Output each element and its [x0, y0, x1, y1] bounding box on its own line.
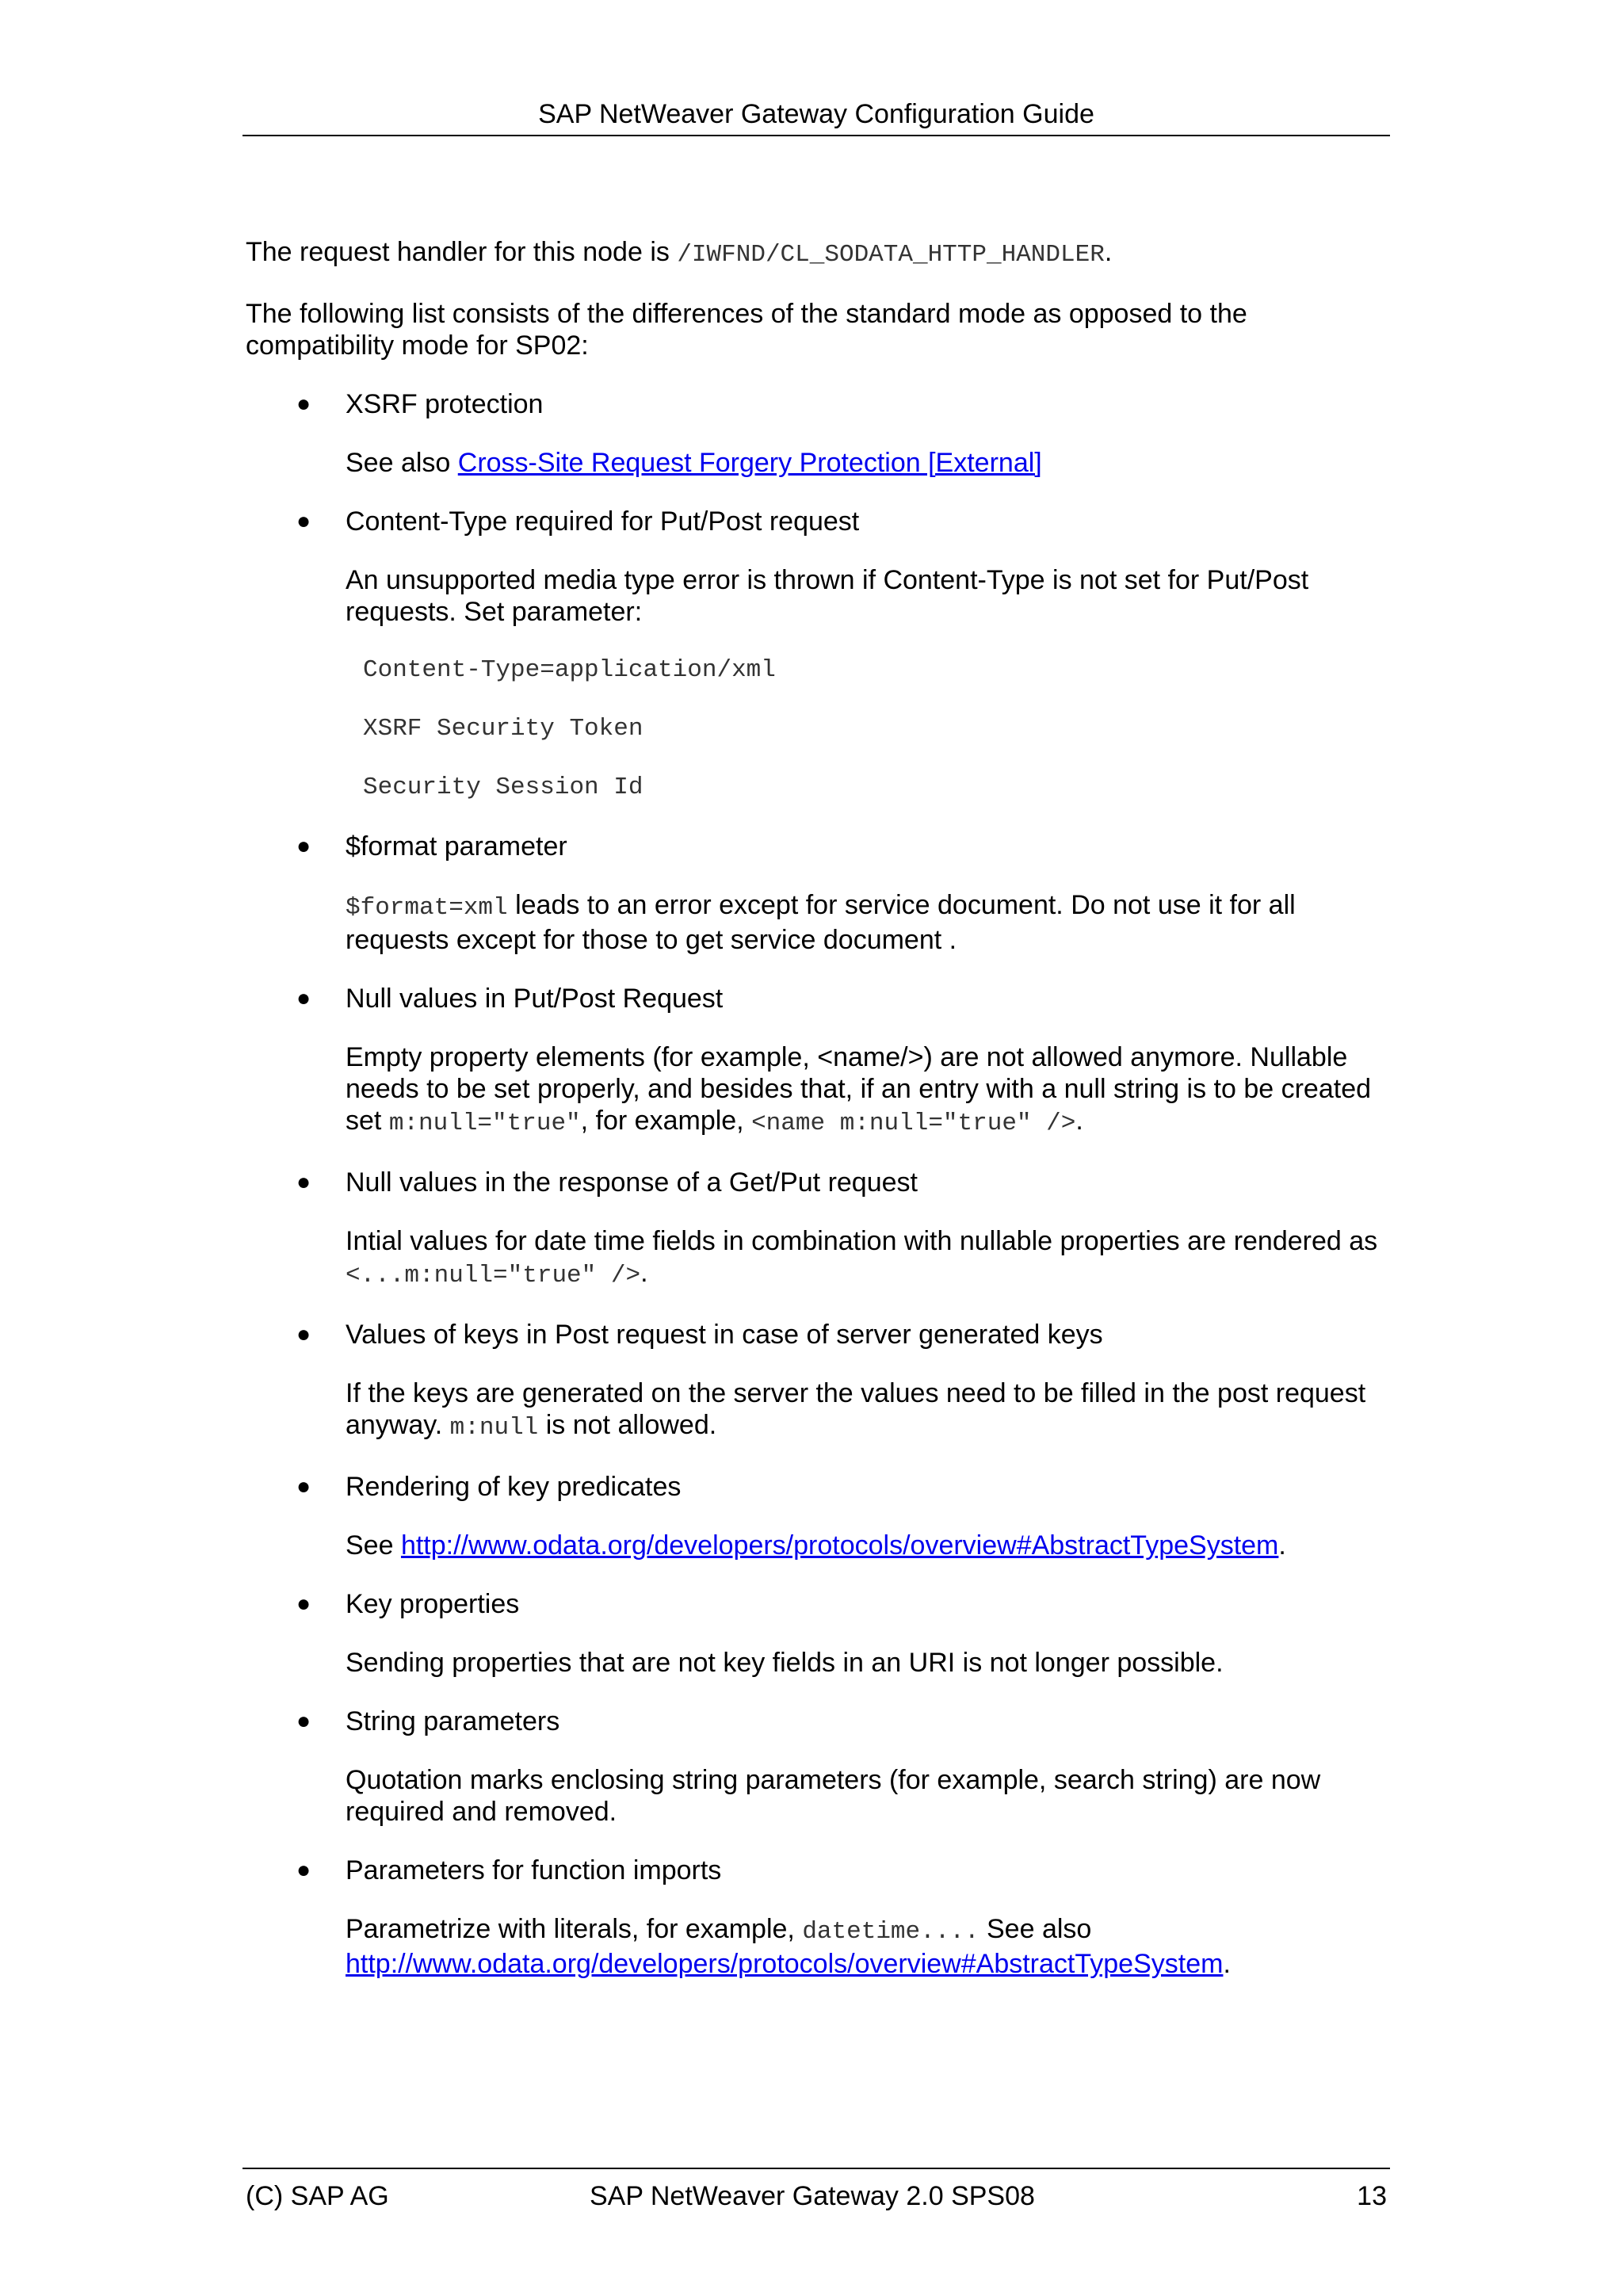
inline-code: m:null="true" [388, 1110, 581, 1137]
list-item [246, 388, 1387, 479]
item-body: Sending properties that are not key fields in an URI is not longer possible. [346, 1648, 1224, 1678]
handler-paragraph [246, 236, 1387, 271]
inline-code: datetime.... [802, 1918, 980, 1946]
footer-product: SAP NetWeaver Gateway 2.0 SPS08 [590, 2181, 1035, 2211]
list-item [246, 1319, 1387, 1444]
item-title: String parameters [346, 1706, 560, 1736]
item-body: Quotation marks enclosing string parameters (for example, search string) are now required and removed. [346, 1765, 1321, 1827]
item-body [346, 1913, 1387, 1980]
handler-text: The request handler for this node is [246, 237, 678, 267]
inline-code: $format=xml [346, 894, 508, 922]
item-body [346, 1377, 1387, 1444]
list-intro-paragraph: The following list consists of the differences of the standard mode as opposed to the compatibility mode for SP02: [246, 299, 1247, 361]
bullet-icon: ● [296, 1591, 311, 1617]
xsrf-link[interactable]: Cross-Site Request Forgery Protection [External] [457, 448, 1042, 478]
bullet-icon: ● [296, 391, 311, 417]
item-title: Null values in the response of a Get/Put request [346, 1167, 918, 1198]
inline-code: <name m:null="true" /> [751, 1110, 1076, 1137]
item-text: Parametrize with literals, for example, [346, 1914, 803, 1944]
bullet-icon: ● [296, 1169, 311, 1195]
code-line: Security Session Id [363, 774, 643, 801]
item-title: Content-Type required for Put/Post request [346, 506, 860, 537]
code-line: Content-Type=application/xml [363, 656, 776, 684]
item-text: If the keys are generated on the server the values need to be filled in the post request anyway. [346, 1378, 1366, 1440]
handler-suffix: . [1104, 237, 1113, 267]
footer-copyright: (C) SAP AG [246, 2181, 389, 2211]
item-title: Parameters for function imports [346, 1855, 722, 1885]
item-text: is not allowed. [538, 1410, 717, 1440]
list-item [246, 1167, 1387, 1292]
page-header [242, 94, 1390, 136]
bullet-icon: ● [296, 1857, 311, 1883]
item-text: . [1278, 1530, 1286, 1561]
bullet-icon: ● [296, 1321, 311, 1347]
item-title: Values of keys in Post request in case of server generated keys [346, 1320, 1103, 1350]
page-content [246, 236, 1387, 2007]
item-body [346, 1530, 1387, 1561]
bullet-icon: ● [296, 985, 311, 1011]
item-body [346, 1225, 1387, 1292]
item-body: An unsupported media type error is thrown if Content-Type is not set for Put/Post requests. Set parameter: [346, 565, 1309, 627]
inline-code: m:null [449, 1414, 539, 1442]
list-item [246, 506, 1387, 804]
odata-link[interactable]: http://www.odata.org/developers/protocols/overview#AbstractTypeSystem [400, 1530, 1279, 1561]
list-item [246, 1855, 1387, 1980]
item-text: See also [346, 448, 458, 478]
bullet-icon: ● [296, 508, 311, 534]
header-title: SAP NetWeaver Gateway Configuration Guide [538, 99, 1094, 129]
inline-code: <...m:null="true" /> [346, 1262, 641, 1289]
list-item [246, 1706, 1387, 1828]
item-body [346, 889, 1387, 956]
item-text: See [346, 1530, 401, 1561]
list-item [246, 1588, 1387, 1679]
list-item [246, 983, 1387, 1140]
bullet-icon: ● [296, 1473, 311, 1499]
bullet-icon: ● [296, 833, 311, 859]
list-item [246, 831, 1387, 956]
item-text: . [640, 1258, 648, 1288]
item-text: Intial values for date time fields in combination with nullable properties are rendered as [346, 1226, 1378, 1256]
code-line: XSRF Security Token [363, 715, 643, 743]
item-title: Rendering of key predicates [346, 1472, 682, 1502]
odata-link[interactable]: http://www.odata.org/developers/protocols/overview#AbstractTypeSystem [346, 1949, 1224, 1979]
handler-code: /IWFND/CL_SODATA_HTTP_HANDLER [677, 241, 1105, 269]
item-text: , for example, [580, 1106, 752, 1136]
item-text: . [1223, 1949, 1231, 1979]
page-number: 13 [1357, 2181, 1387, 2211]
list-item [246, 1471, 1387, 1561]
item-text: leads to an error except for service document. Do not use it for all requests except for those to get service document . [346, 890, 1296, 955]
item-title: Key properties [346, 1589, 520, 1619]
item-text: Empty property elements (for example, <name/>) are not allowed anymore. Nullable needs to be set properly, and besides that, if an entry with a null string is to be created set [346, 1042, 1372, 1136]
item-title: XSRF protection [346, 389, 544, 419]
item-text: See also [979, 1914, 1092, 1944]
item-title: $format parameter [346, 831, 567, 861]
item-text: . [1075, 1106, 1083, 1136]
item-title: Null values in Put/Post Request [346, 984, 724, 1014]
bullet-icon: ● [296, 1708, 311, 1734]
item-body [346, 1041, 1387, 1140]
page-footer [242, 2168, 1390, 2215]
item-body [346, 447, 1387, 479]
